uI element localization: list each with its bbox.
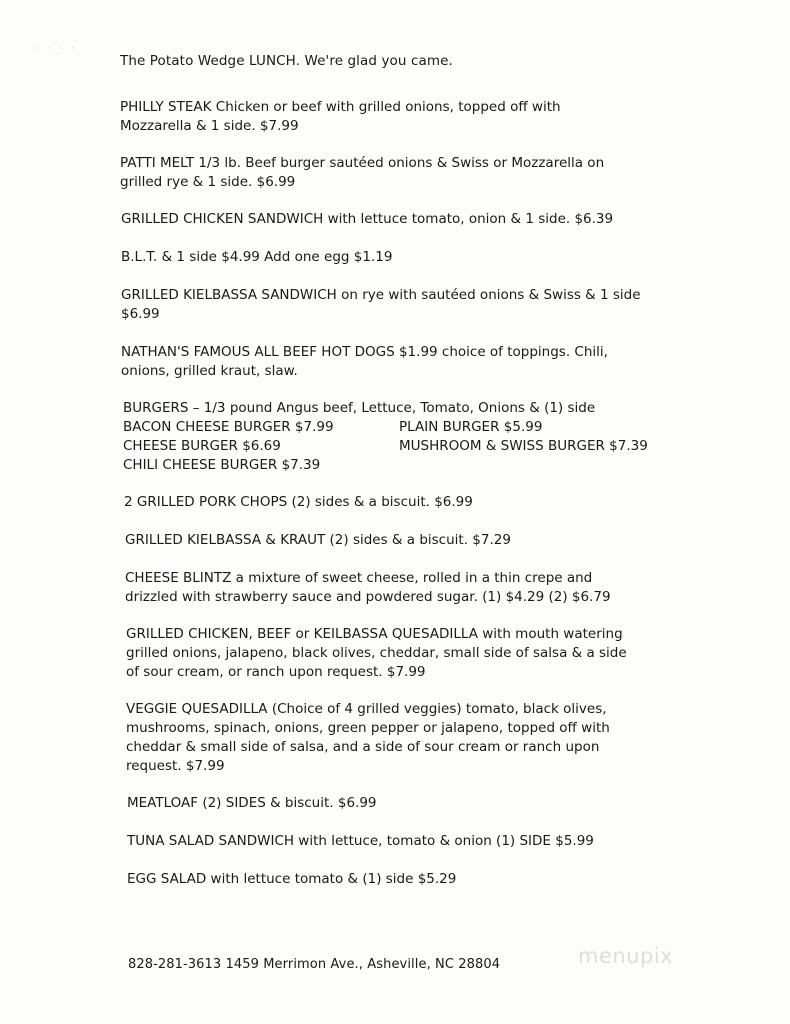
menu-item-philly-steak xyxy=(120,98,561,136)
burger-option: BACON CHEESE BURGER $7.99 xyxy=(123,419,334,435)
menu-item-line: MEATLOAF (2) SIDES & biscuit. $6.99 xyxy=(127,795,377,811)
menu-item-line: GRILLED CHICKEN SANDWICH with lettuce tomato, onion & 1 side. $6.39 xyxy=(121,211,614,227)
menu-item-line: request. $7.99 xyxy=(126,758,225,774)
menu-item-line: CHEESE BLINTZ a mixture of sweet cheese, rolled in a thin crepe and xyxy=(125,570,593,586)
menu-item-meatloaf xyxy=(127,794,377,813)
menu-item-quesadilla xyxy=(126,625,627,682)
menu-item-line: GRILLED KIELBASSA SANDWICH on rye with sautéed onions & Swiss & 1 side xyxy=(121,287,641,303)
menu-item-tuna-salad xyxy=(127,832,594,851)
watermark-logo: menupix xyxy=(578,944,674,968)
menu-item-patti-melt xyxy=(120,154,604,192)
burger-option: CHEESE BURGER $6.69 xyxy=(123,438,281,454)
contact-footer: 828-281-3613 1459 Merrimon Ave., Asheville, NC 28804 xyxy=(128,957,501,972)
menu-item-nathans-hot-dogs xyxy=(121,343,608,381)
menu-item-line: EGG SALAD with lettuce tomato & (1) side $5.29 xyxy=(127,871,457,887)
burger-options xyxy=(123,418,648,475)
menu-item-veggie-quesadilla xyxy=(126,700,610,776)
menu-item-line: GRILLED KIELBASSA & KRAUT (2) sides & a biscuit. $7.29 xyxy=(125,532,511,548)
menu-item-line: drizzled with strawberry sauce and powdered sugar. (1) $4.29 (2) $6.79 xyxy=(125,589,611,605)
menu-item-line: B.L.T. & 1 side $4.99 Add one egg $1.19 xyxy=(121,249,393,265)
menu-item-pork-chops xyxy=(124,493,473,512)
menu-item-line: PHILLY STEAK Chicken or beef with grilled onions, topped off with xyxy=(120,99,561,115)
scan-artifact: · · · · xyxy=(36,44,78,54)
menu-section-burgers xyxy=(123,399,648,475)
burger-option: CHILI CHEESE BURGER $7.39 xyxy=(123,457,321,473)
menu-item-cheese-blintz xyxy=(125,569,611,607)
menu-item-line: PATTI MELT 1/3 lb. Beef burger sautéed onions & Swiss or Mozzarella on xyxy=(120,155,605,171)
menu-item-line: VEGGIE QUESADILLA (Choice of 4 grilled veggies) tomato, black olives, xyxy=(126,701,607,717)
menu-item-blt xyxy=(121,248,392,267)
menu-item-line: onions, grilled kraut, slaw. xyxy=(121,363,298,379)
menu-item-grilled-chicken-sandwich xyxy=(121,210,613,229)
menu-item-line: grilled onions, jalapeno, black olives, cheddar, small side of salsa & a side xyxy=(126,645,627,661)
menu-item-kielbassa-sandwich xyxy=(121,286,641,324)
menu-item-line: TUNA SALAD SANDWICH with lettuce, tomato & onion (1) SIDE $5.99 xyxy=(127,833,594,849)
menu-item-kielbassa-kraut xyxy=(125,531,511,550)
menu-item-line: Mozzarella & 1 side. $7.99 xyxy=(120,118,299,134)
menu-item-line: $6.99 xyxy=(121,306,160,322)
burger-option: MUSHROOM & SWISS BURGER $7.39 xyxy=(399,438,648,454)
menu-header: The Potato Wedge LUNCH. We're glad you came. xyxy=(120,53,453,69)
burger-option: PLAIN BURGER $5.99 xyxy=(399,419,543,435)
menu-item-line: grilled rye & 1 side. $6.99 xyxy=(120,174,296,190)
menu-item-line: 2 GRILLED PORK CHOPS (2) sides & a biscuit. $6.99 xyxy=(124,494,473,510)
menu-item-egg-salad xyxy=(127,870,456,889)
burgers-heading: BURGERS – 1/3 pound Angus beef, Lettuce, Tomato, Onions & (1) side xyxy=(123,400,596,416)
menu-item-line: of sour cream, or ranch upon request. $7.99 xyxy=(126,664,426,680)
menu-item-line: NATHAN'S FAMOUS ALL BEEF HOT DOGS $1.99 choice of toppings. Chili, xyxy=(121,344,608,360)
menu-item-line: mushrooms, spinach, onions, green pepper or jalapeno, topped off with xyxy=(126,720,610,736)
menu-item-line: cheddar & small side of salsa, and a side of sour cream or ranch upon xyxy=(126,739,600,755)
menu-item-line: GRILLED CHICKEN, BEEF or KEILBASSA QUESADILLA with mouth watering xyxy=(126,626,623,642)
